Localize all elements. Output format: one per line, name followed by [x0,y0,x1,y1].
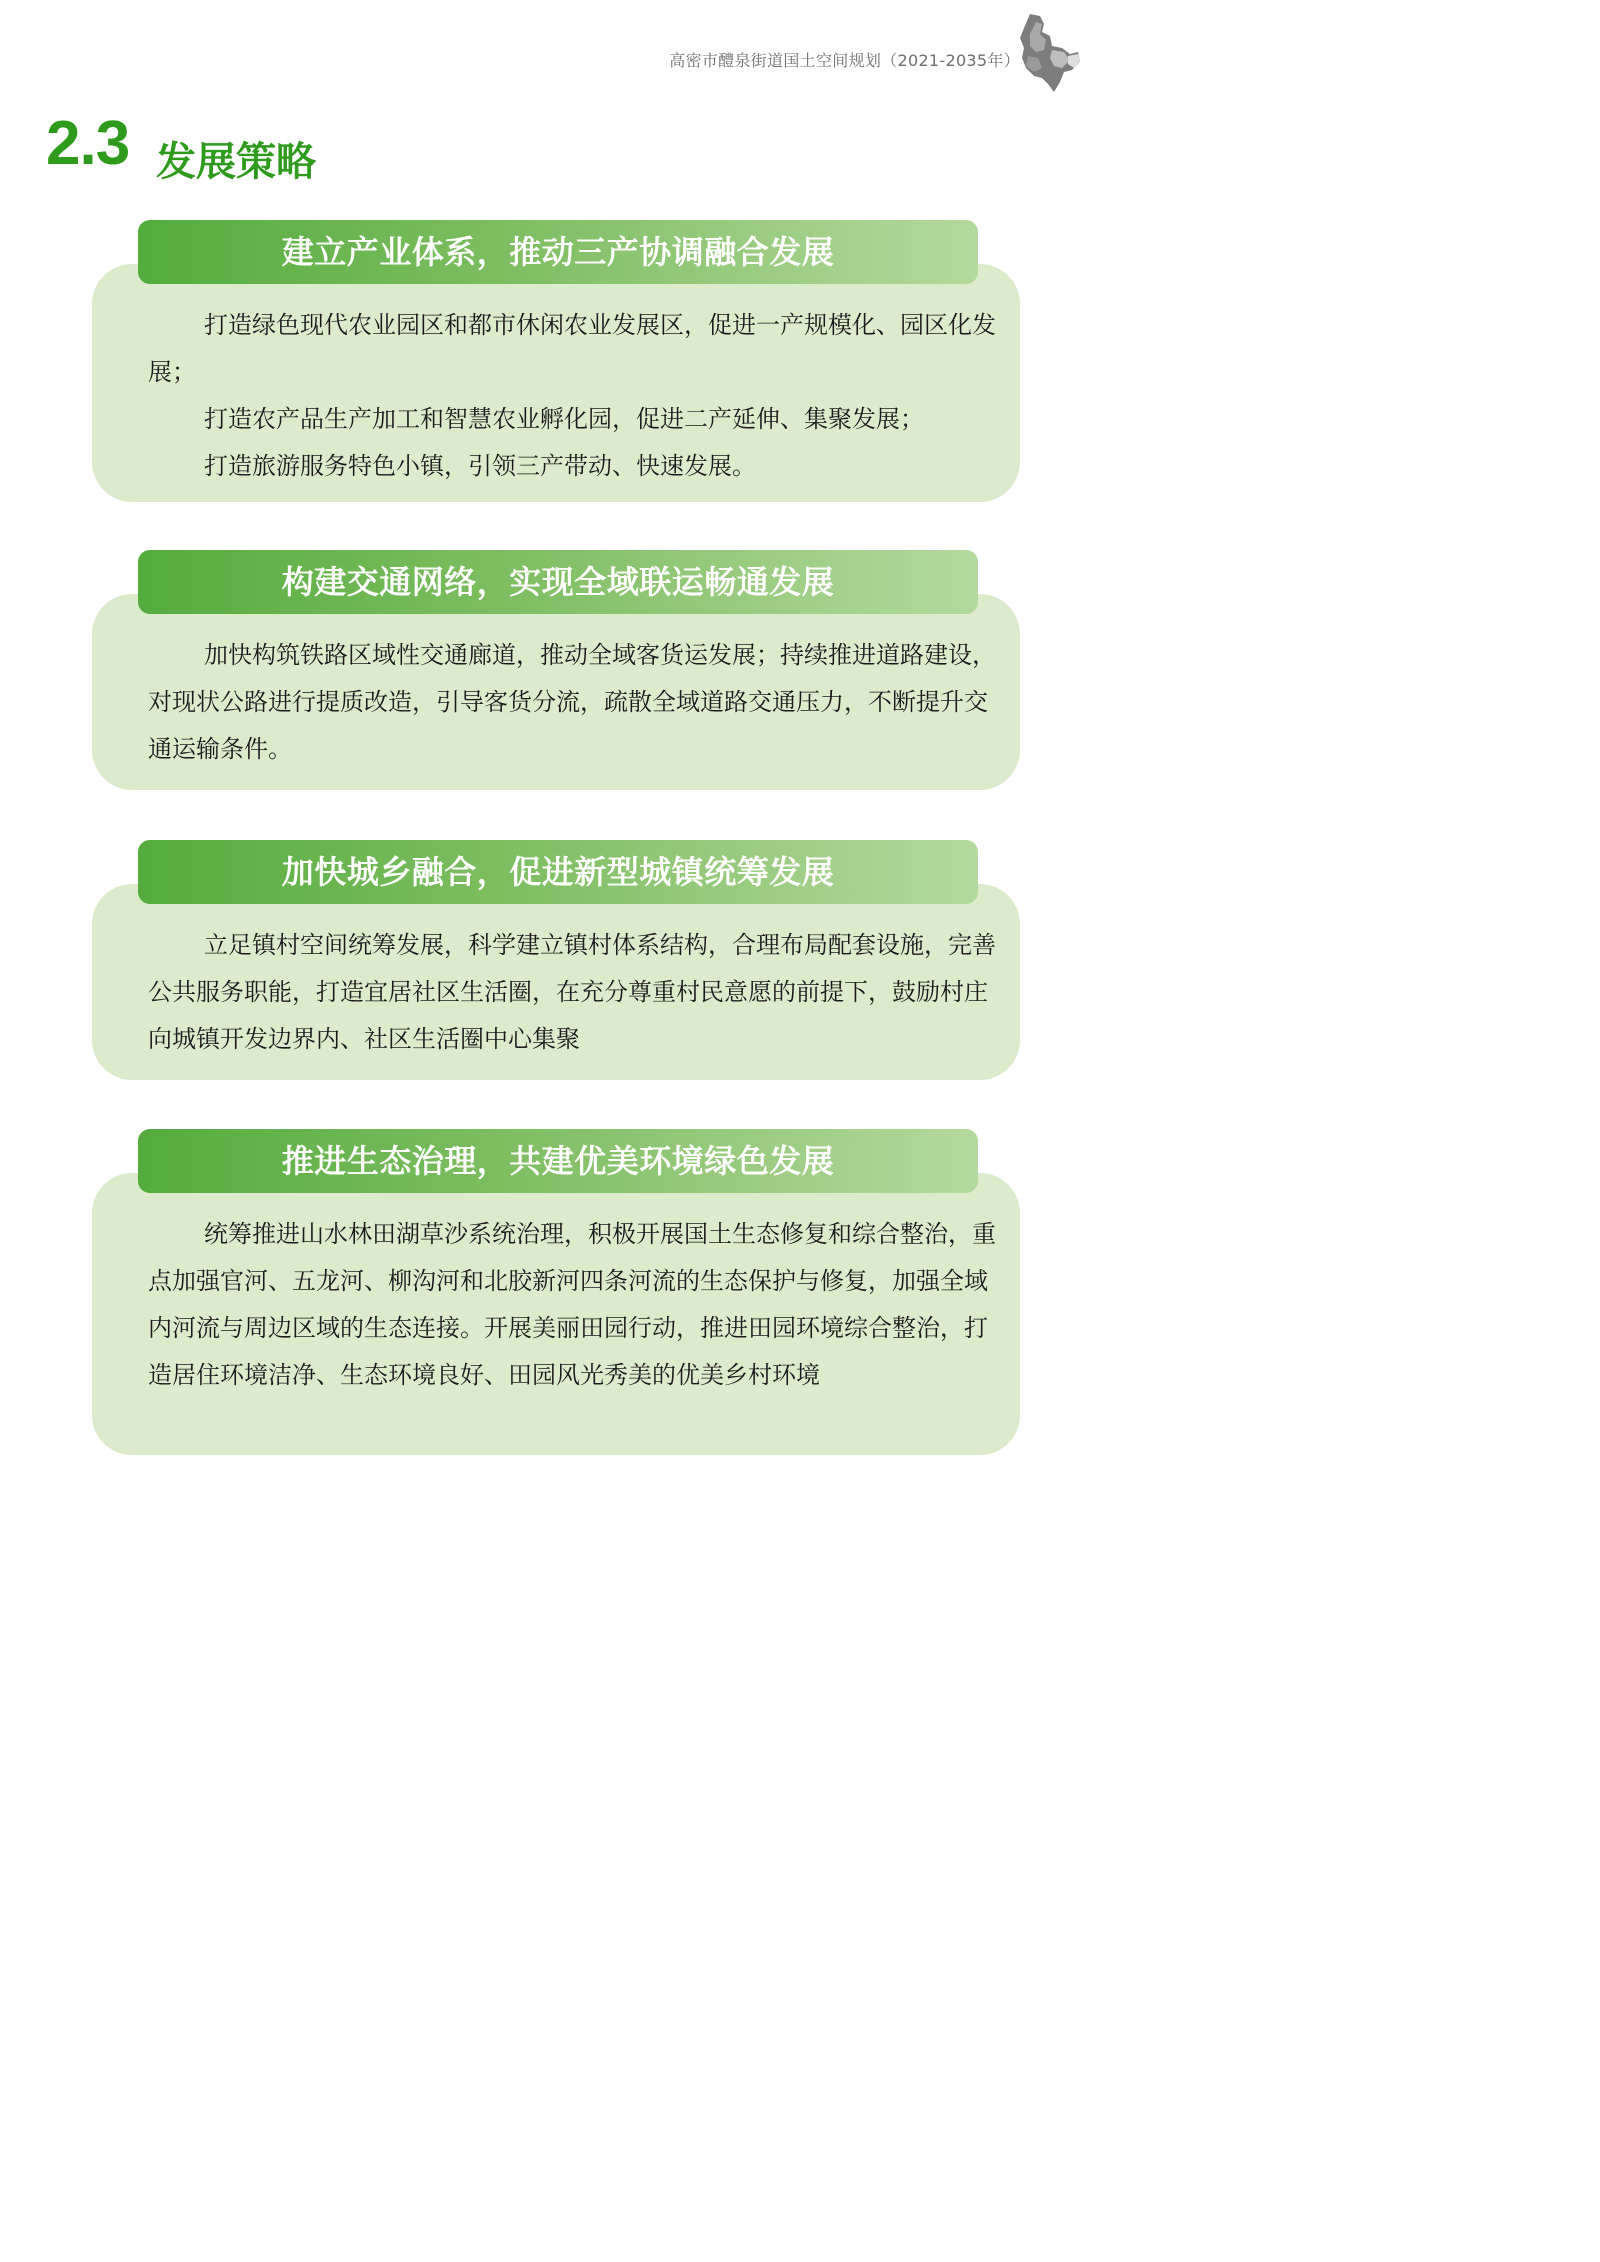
document-title: 高密市醴泉街道国土空间规划（2021-2035年） [669,51,1020,70]
strategy-block-urban-rural [92,840,1020,1080]
strategy-block-industry [92,220,1020,502]
block-paragraph: 打造绿色现代农业园区和都市休闲农业发展区，促进一产规模化、园区化发展； [148,311,996,386]
strategy-block-ecology [92,1129,1020,1455]
block-title: 加快城乡融合，促进新型城镇统筹发展 [138,840,978,904]
region-map-icon [1016,12,1082,94]
block-title: 建立产业体系，推动三产协调融合发展 [138,220,978,284]
strategy-block-transport [92,550,1020,790]
section-title: 发展策略 [156,139,316,185]
block-title: 构建交通网络，实现全域联运畅通发展 [138,550,978,614]
block-text [148,632,1004,773]
block-paragraph: 统筹推进山水林田湖草沙系统治理，积极开展国土生态修复和综合整治，重点加强官河、五龙河、柳沟河和北胶新河四条河流的生态保护与修复，加强全域内河流与周边区域的生态连接。开展美丽田园行动，推进田园环境综合整治，打造居住环境洁净、生态环境良好、田园风光秀美的优美乡村环境 [148,1220,996,1389]
block-text [148,922,1004,1063]
block-paragraph: 打造农产品生产加工和智慧农业孵化园，促进二产延伸、集聚发展； [204,405,924,433]
section-number: 2.3 [46,109,130,178]
block-paragraph: 立足镇村空间统筹发展，科学建立镇村体系结构，合理布局配套设施，完善公共服务职能，打造宜居社区生活圈，在充分尊重村民意愿的前提下，鼓励村庄向城镇开发边界内、社区生活圈中心集聚 [148,931,996,1053]
block-title: 推进生态治理，共建优美环境绿色发展 [138,1129,978,1193]
block-text [148,1211,1004,1399]
block-paragraph: 加快构筑铁路区域性交通廊道，推动全域客货运发展；持续推进道路建设，对现状公路进行提质改造，引导客货分流，疏散全域道路交通压力，不断提升交通运输条件。 [148,641,996,763]
block-paragraph: 打造旅游服务特色小镇，引领三产带动、快速发展。 [204,452,756,480]
block-text [148,302,1004,490]
